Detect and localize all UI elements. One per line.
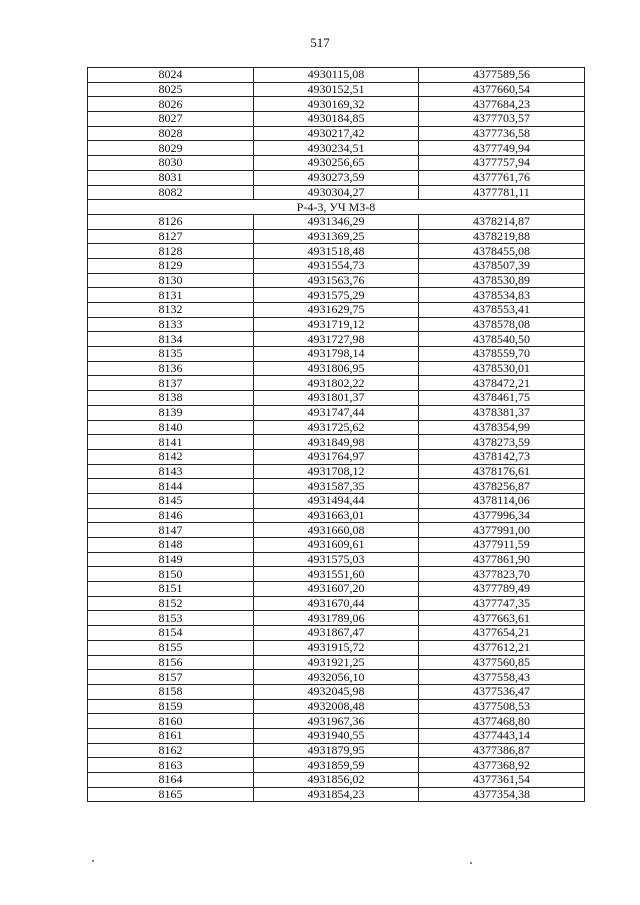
point-number: 8137 [88, 376, 254, 391]
point-number: 8031 [88, 170, 254, 185]
table-row [88, 699, 585, 714]
point-number: 8145 [88, 493, 254, 508]
table-row [88, 773, 585, 788]
point-number: 8135 [88, 347, 254, 362]
y-coordinate: 4378530,89 [419, 273, 585, 288]
point-number: 8155 [88, 640, 254, 655]
x-coordinate: 4931856,02 [254, 773, 419, 788]
x-coordinate: 4931764,97 [254, 449, 419, 464]
y-coordinate: 4377663,61 [419, 611, 585, 626]
table-row [88, 582, 585, 597]
y-coordinate: 4378530,01 [419, 361, 585, 376]
point-number: 8025 [88, 82, 254, 97]
table-row [88, 552, 585, 567]
x-coordinate: 4931967,36 [254, 714, 419, 729]
point-number: 8163 [88, 758, 254, 773]
table-row [88, 435, 585, 450]
table-row [88, 361, 585, 376]
x-coordinate: 4931670,44 [254, 596, 419, 611]
x-coordinate: 4931575,03 [254, 552, 419, 567]
x-coordinate: 4930304,27 [254, 185, 419, 200]
table-row [88, 185, 585, 200]
x-coordinate: 4931940,55 [254, 728, 419, 743]
table-row [88, 317, 585, 332]
x-coordinate: 4932056,10 [254, 670, 419, 685]
table-row [88, 288, 585, 303]
x-coordinate: 4931867,47 [254, 626, 419, 641]
point-number: 8027 [88, 112, 254, 127]
table-row [88, 655, 585, 670]
x-coordinate: 4931727,98 [254, 332, 419, 347]
x-coordinate: 4931575,29 [254, 288, 419, 303]
y-coordinate: 4378559,70 [419, 347, 585, 362]
table-row [88, 787, 585, 802]
point-number: 8165 [88, 787, 254, 802]
point-number: 8133 [88, 317, 254, 332]
x-coordinate: 4931629,75 [254, 303, 419, 318]
x-coordinate: 4931346,29 [254, 214, 419, 229]
y-coordinate: 4377654,21 [419, 626, 585, 641]
y-coordinate: 4377536,47 [419, 684, 585, 699]
point-number: 8127 [88, 229, 254, 244]
point-number: 8150 [88, 567, 254, 582]
y-coordinate: 4377443,14 [419, 728, 585, 743]
section-title: Р-4-3, УЧ МЗ-8 [88, 200, 585, 215]
x-coordinate: 4931859,59 [254, 758, 419, 773]
x-coordinate: 4931607,20 [254, 582, 419, 597]
table-row [88, 714, 585, 729]
table-row [88, 126, 585, 141]
y-coordinate: 4377612,21 [419, 640, 585, 655]
table-row [88, 728, 585, 743]
y-coordinate: 4377703,57 [419, 112, 585, 127]
table-row [88, 640, 585, 655]
coordinates-table [87, 67, 585, 802]
scan-speck [92, 860, 94, 862]
page-number: 517 [310, 35, 330, 50]
x-coordinate: 4930184,85 [254, 112, 419, 127]
x-coordinate: 4932008,48 [254, 699, 419, 714]
table-row [88, 258, 585, 273]
x-coordinate: 4931554,73 [254, 258, 419, 273]
point-number: 8146 [88, 508, 254, 523]
table-row [88, 508, 585, 523]
x-coordinate: 4931551,60 [254, 567, 419, 582]
table-row [88, 112, 585, 127]
point-number: 8134 [88, 332, 254, 347]
y-coordinate: 4378176,61 [419, 464, 585, 479]
table-row [88, 229, 585, 244]
x-coordinate: 4932045,98 [254, 684, 419, 699]
scan-speck [470, 862, 472, 864]
table-row [88, 303, 585, 318]
y-coordinate: 4378142,73 [419, 449, 585, 464]
y-coordinate: 4377781,11 [419, 185, 585, 200]
table-row [88, 538, 585, 553]
table-row [88, 567, 585, 582]
y-coordinate: 4377991,00 [419, 523, 585, 538]
point-number: 8158 [88, 684, 254, 699]
x-coordinate: 4931854,23 [254, 787, 419, 802]
y-coordinate: 4378507,39 [419, 258, 585, 273]
point-number: 8132 [88, 303, 254, 318]
y-coordinate: 4377757,94 [419, 156, 585, 171]
point-number: 8030 [88, 156, 254, 171]
x-coordinate: 4931921,25 [254, 655, 419, 670]
point-number: 8026 [88, 97, 254, 112]
point-number: 8028 [88, 126, 254, 141]
table-row [88, 684, 585, 699]
y-coordinate: 4377558,43 [419, 670, 585, 685]
point-number: 8142 [88, 449, 254, 464]
y-coordinate: 4378534,83 [419, 288, 585, 303]
x-coordinate: 4931747,44 [254, 405, 419, 420]
coordinates-table-body [88, 68, 585, 802]
section-header-row [88, 200, 585, 215]
x-coordinate: 4931879,95 [254, 743, 419, 758]
x-coordinate: 4931609,61 [254, 538, 419, 553]
table-row [88, 523, 585, 538]
table-row [88, 244, 585, 259]
x-coordinate: 4931708,12 [254, 464, 419, 479]
point-number: 8082 [88, 185, 254, 200]
point-number: 8130 [88, 273, 254, 288]
y-coordinate: 4377589,56 [419, 68, 585, 83]
point-number: 8138 [88, 391, 254, 406]
y-coordinate: 4377823,70 [419, 567, 585, 582]
y-coordinate: 4377911,59 [419, 538, 585, 553]
x-coordinate: 4931518,48 [254, 244, 419, 259]
y-coordinate: 4377354,38 [419, 787, 585, 802]
x-coordinate: 4931915,72 [254, 640, 419, 655]
y-coordinate: 4377560,85 [419, 655, 585, 670]
x-coordinate: 4930217,42 [254, 126, 419, 141]
x-coordinate: 4931587,35 [254, 479, 419, 494]
x-coordinate: 4931369,25 [254, 229, 419, 244]
y-coordinate: 4378219,88 [419, 229, 585, 244]
x-coordinate: 4930256,65 [254, 156, 419, 171]
y-coordinate: 4378540,50 [419, 332, 585, 347]
point-number: 8131 [88, 288, 254, 303]
x-coordinate: 4931563,76 [254, 273, 419, 288]
table-row [88, 449, 585, 464]
point-number: 8162 [88, 743, 254, 758]
point-number: 8164 [88, 773, 254, 788]
y-coordinate: 4377361,54 [419, 773, 585, 788]
table-row [88, 332, 585, 347]
point-number: 8161 [88, 728, 254, 743]
point-number: 8126 [88, 214, 254, 229]
y-coordinate: 4378578,08 [419, 317, 585, 332]
y-coordinate: 4378256,87 [419, 479, 585, 494]
y-coordinate: 4378214,87 [419, 214, 585, 229]
x-coordinate: 4931798,14 [254, 347, 419, 362]
x-coordinate: 4930234,51 [254, 141, 419, 156]
table-row [88, 347, 585, 362]
y-coordinate: 4377736,58 [419, 126, 585, 141]
point-number: 8140 [88, 420, 254, 435]
y-coordinate: 4377468,80 [419, 714, 585, 729]
y-coordinate: 4378381,37 [419, 405, 585, 420]
y-coordinate: 4378553,41 [419, 303, 585, 318]
point-number: 8160 [88, 714, 254, 729]
table-row [88, 626, 585, 641]
table-row [88, 273, 585, 288]
table-row [88, 479, 585, 494]
y-coordinate: 4377508,53 [419, 699, 585, 714]
y-coordinate: 4377761,76 [419, 170, 585, 185]
point-number: 8029 [88, 141, 254, 156]
point-number: 8144 [88, 479, 254, 494]
table-row [88, 376, 585, 391]
x-coordinate: 4930115,08 [254, 68, 419, 83]
point-number: 8153 [88, 611, 254, 626]
x-coordinate: 4930169,32 [254, 97, 419, 112]
table-row [88, 493, 585, 508]
x-coordinate: 4931660,08 [254, 523, 419, 538]
y-coordinate: 4377368,92 [419, 758, 585, 773]
table-row [88, 670, 585, 685]
y-coordinate: 4377386,87 [419, 743, 585, 758]
table-row [88, 141, 585, 156]
point-number: 8152 [88, 596, 254, 611]
table-row [88, 214, 585, 229]
point-number: 8136 [88, 361, 254, 376]
point-number: 8143 [88, 464, 254, 479]
y-coordinate: 4378472,21 [419, 376, 585, 391]
point-number: 8154 [88, 626, 254, 641]
x-coordinate: 4931802,22 [254, 376, 419, 391]
table-row [88, 391, 585, 406]
y-coordinate: 4377660,54 [419, 82, 585, 97]
table-row [88, 68, 585, 83]
point-number: 8151 [88, 582, 254, 597]
x-coordinate: 4931494,44 [254, 493, 419, 508]
x-coordinate: 4931719,12 [254, 317, 419, 332]
point-number: 8147 [88, 523, 254, 538]
y-coordinate: 4377861,90 [419, 552, 585, 567]
y-coordinate: 4377789,49 [419, 582, 585, 597]
y-coordinate: 4377747,35 [419, 596, 585, 611]
x-coordinate: 4931725,62 [254, 420, 419, 435]
point-number: 8139 [88, 405, 254, 420]
x-coordinate: 4931849,98 [254, 435, 419, 450]
x-coordinate: 4930273,59 [254, 170, 419, 185]
table-row [88, 758, 585, 773]
y-coordinate: 4377996,34 [419, 508, 585, 523]
x-coordinate: 4931806,95 [254, 361, 419, 376]
table-row [88, 596, 585, 611]
point-number: 8156 [88, 655, 254, 670]
x-coordinate: 4931789,06 [254, 611, 419, 626]
x-coordinate: 4930152,51 [254, 82, 419, 97]
point-number: 8157 [88, 670, 254, 685]
y-coordinate: 4378273,59 [419, 435, 585, 450]
y-coordinate: 4378455,08 [419, 244, 585, 259]
table-row [88, 420, 585, 435]
y-coordinate: 4377684,23 [419, 97, 585, 112]
point-number: 8159 [88, 699, 254, 714]
table-row [88, 743, 585, 758]
point-number: 8129 [88, 258, 254, 273]
y-coordinate: 4377749,94 [419, 141, 585, 156]
x-coordinate: 4931663,01 [254, 508, 419, 523]
point-number: 8149 [88, 552, 254, 567]
point-number: 8148 [88, 538, 254, 553]
table-row [88, 464, 585, 479]
y-coordinate: 4378354,99 [419, 420, 585, 435]
y-coordinate: 4378461,75 [419, 391, 585, 406]
point-number: 8141 [88, 435, 254, 450]
table-row [88, 170, 585, 185]
y-coordinate: 4378114,06 [419, 493, 585, 508]
table-row [88, 82, 585, 97]
point-number: 8128 [88, 244, 254, 259]
x-coordinate: 4931801,37 [254, 391, 419, 406]
table-row [88, 405, 585, 420]
table-row [88, 97, 585, 112]
table-row [88, 611, 585, 626]
point-number: 8024 [88, 68, 254, 83]
table-row [88, 156, 585, 171]
